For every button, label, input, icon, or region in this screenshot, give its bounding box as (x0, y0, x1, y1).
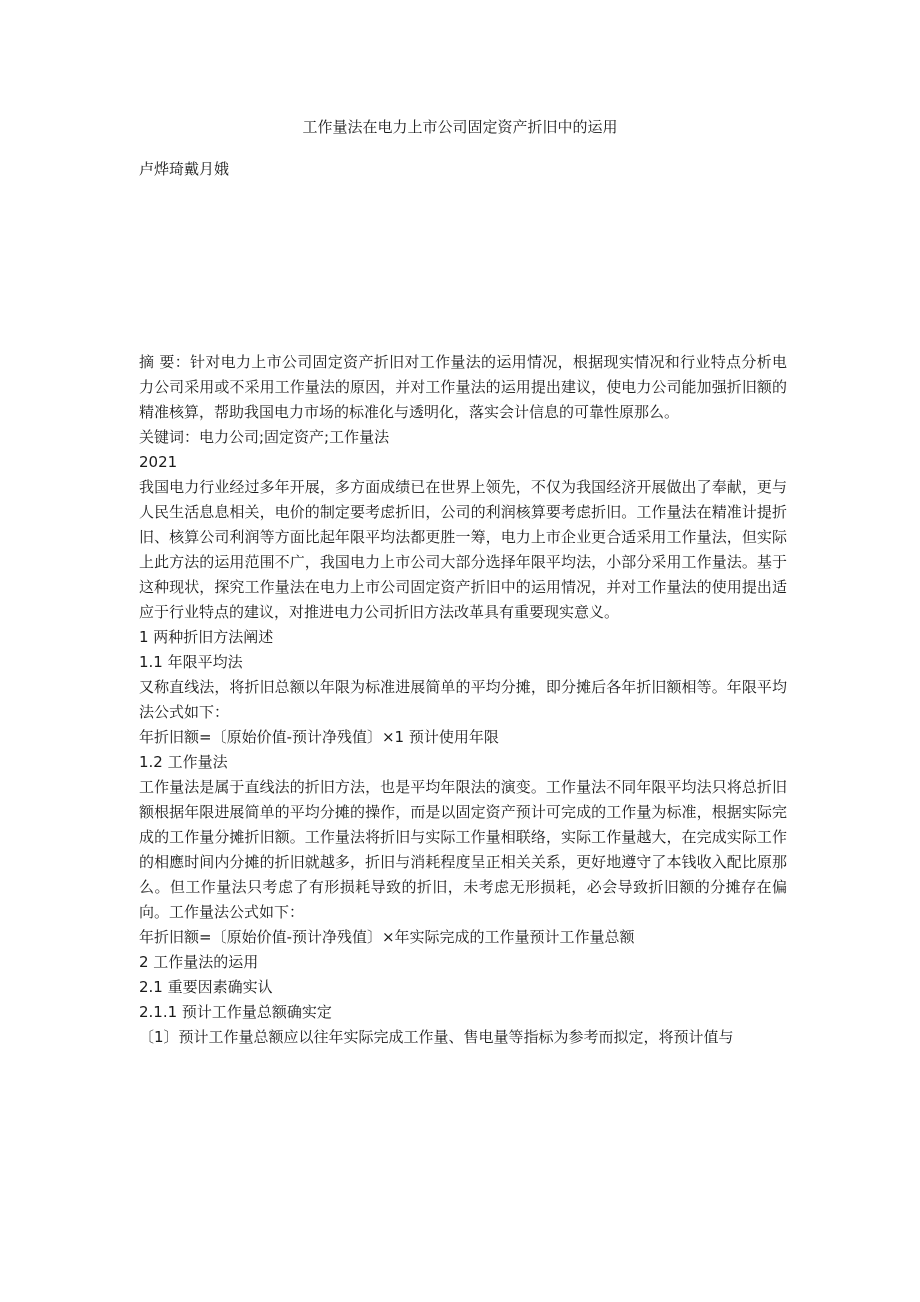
body-paragraph: 又称直线法，将折旧总额以年限为标准进展简单的平均分摊，即分摊后各年折旧额相等。年限平均法公式如下： (139, 678, 787, 721)
intro-paragraph: 我国电力行业经过多年开展，多方面成绩已在世界上领先，不仅为我国经济开展做出了奉献，更与人民生活息息相关，电价的制定要考虑折旧，公司的利润核算要考虑折旧。工作量法在精准计提折旧、核算公司利润等方面比起年限平均法都更胜一筹，电力上市企业更合适采用工作量法，但实际上此方法的运用范围不广，我国电力上市公司大部分选择年限平均法，小部分采用工作量法。基于这种现状，探究工作量法在电力上市公司固定资产折旧中的运用情况，并对工作量法的使用提出适应于行业特点的建议，对推进电力公司折旧方法改革具有重要现实意义。 (139, 478, 787, 621)
formula-line: 年折旧额=〔原始价值-预计净残值〕×1 预计使用年限 (139, 728, 499, 746)
list-item: 〔1〕预计工作量总额应以往年实际完成工作量、售电量等指标为参考而拟定，将预计值与 (139, 1028, 734, 1046)
document-authors: 卢烨琦戴月娥 (139, 160, 230, 178)
subsection-heading: 1.2 工作量法 (139, 753, 228, 771)
subsection-heading: 2.1 重要因素确实认 (139, 978, 273, 996)
document-title: 工作量法在电力上市公司固定资产折旧中的运用 (302, 118, 618, 136)
formula-line: 年折旧额=〔原始价值-预计净残值〕×年实际完成的工作量预计工作量总额 (139, 928, 635, 946)
year-line: 2021 (139, 453, 178, 471)
section-heading: 1 两种折旧方法阐述 (139, 628, 274, 646)
subsection-heading: 1.1 年限平均法 (139, 653, 243, 671)
section-heading: 2 工作量法的运用 (139, 953, 259, 971)
subsubsection-heading: 2.1.1 预计工作量总额确实定 (139, 1003, 332, 1021)
keywords-line: 关键词：电力公司;固定资产;工作量法 (139, 428, 390, 446)
body-paragraph: 工作量法是属于直线法的折旧方法，也是平均年限法的演变。工作量法不同年限平均法只将总折旧额根据年限进展简单的平均分摊的操作，而是以固定资产预计可完成的工作量为标准，根据实际完成的工作量分摊折旧额。工作量法将折旧与实际工作量相联络，实际工作量越大，在完成实际工作的相應时间内分摊的折旧就越多，折旧与消耗程度呈正相关关系，更好地遵守了本钱收入配比原那么。但工作量法只考虑了有形损耗导致的折旧，未考虑无形损耗，必会导致折旧额的分摊存在偏向。工作量法公式如下： (139, 778, 787, 921)
document-body (139, 350, 787, 1050)
abstract-paragraph: 摘 要：针对电力上市公司固定资产折旧对工作量法的运用情况，根据现实情况和行业特点分析电力公司采用或不采用工作量法的原因，并对工作量法的运用提出建议，使电力公司能加强折旧额的精准核算，帮助我国电力市场的标准化与透明化，落实会计信息的可靠性原那么。 (139, 353, 787, 421)
